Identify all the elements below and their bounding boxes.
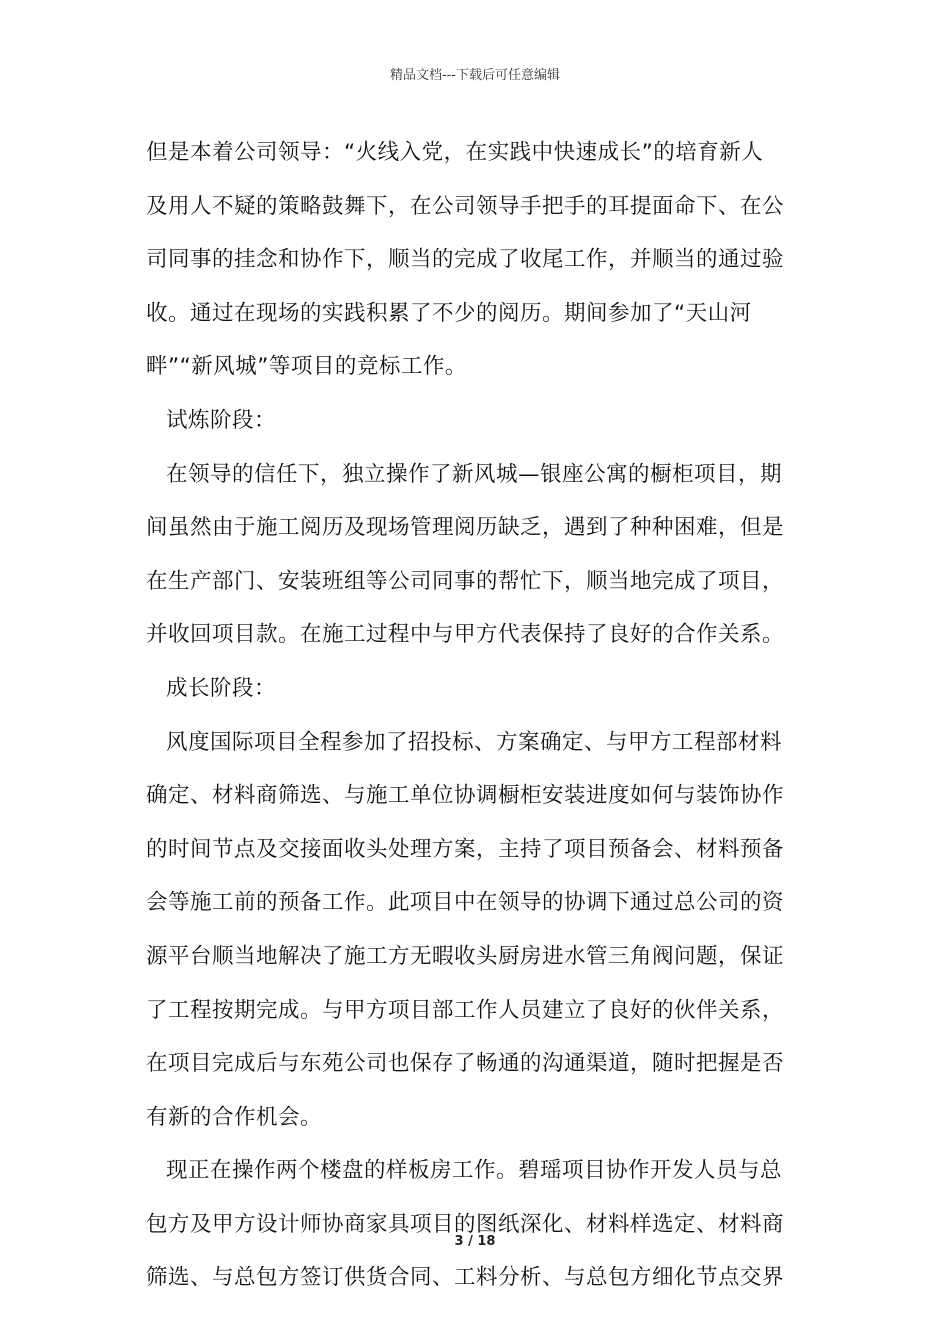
section-heading-growth: 成长阶段： [166,675,277,701]
paragraph-line: 司同事的挂念和协作下，顺当的完成了收尾工作，并顺当的通过验 [146,247,785,273]
page-number: 3 / 18 [454,1234,496,1249]
paragraph-line: 在生产部门、安装班组等公司同事的帮忙下，顺当地完成了项目， [146,568,785,594]
paragraph-line: 畔”“新风城”等项目的竞标工作。 [146,354,467,380]
page-header: 精品文档---下载后可任意编辑 [389,68,561,83]
paragraph-line: 包方及甲方设计师协商家具项目的图纸深化、材料样选定、材料商 [146,1211,785,1237]
paragraph-line: 确定、材料商筛选、与施工单位协调橱柜安装进度如何与装饰协作 [146,783,785,809]
paragraph-line: 现正在操作两个楼盘的样板房工作。碧瑶项目协作开发人员与总 [166,1158,783,1184]
section-heading-trial: 试炼阶段： [166,407,277,433]
paragraph-line: 并收回项目款。在施工过程中与甲方代表保持了良好的合作关系。 [146,622,785,648]
paragraph-line: 在项目完成后与东苑公司也保存了畅通的沟通渠道，随时把握是否 [146,1051,785,1077]
paragraph-line: 但是本着公司领导：“火线入党，在实践中快速成长”的培育新人 [146,140,764,165]
paragraph-line: 有新的合作机会。 [146,1104,323,1130]
paragraph-line: 间虽然由于施工阅历及现场管理阅历缺乏，遇到了种种困难，但是 [146,515,785,541]
paragraph-line: 会等施工前的预备工作。此项目中在领导的协调下通过总公司的资 [146,890,785,916]
document-body [146,126,808,1305]
paragraph-line: 风度国际项目全程参加了招投标、方案确定、与甲方工程部材料 [166,729,783,755]
paragraph-line: 及用人不疑的策略鼓舞下，在公司领导手把手的耳提面命下、在公 [146,193,785,219]
paragraph-line: 在领导的信任下，独立操作了新风城—银座公寓的橱柜项目，期 [166,461,783,487]
paragraph-line: 收。通过在现场的实践积累了不少的阅历。期间参加了“天山河 [146,300,752,326]
paragraph-line: 筛选、与总包方签订供货合同、工料分析、与总包方细化节点交界 [146,1265,785,1291]
paragraph-line: 了工程按期完成。与甲方项目部工作人员建立了良好的伙伴关系， [146,997,785,1023]
paragraph-line: 的时间节点及交接面收头处理方案，主持了项目预备会、材料预备 [146,836,785,862]
paragraph-line: 源平台顺当地解决了施工方无暇收头厨房进水管三角阀问题，保证 [146,943,785,969]
